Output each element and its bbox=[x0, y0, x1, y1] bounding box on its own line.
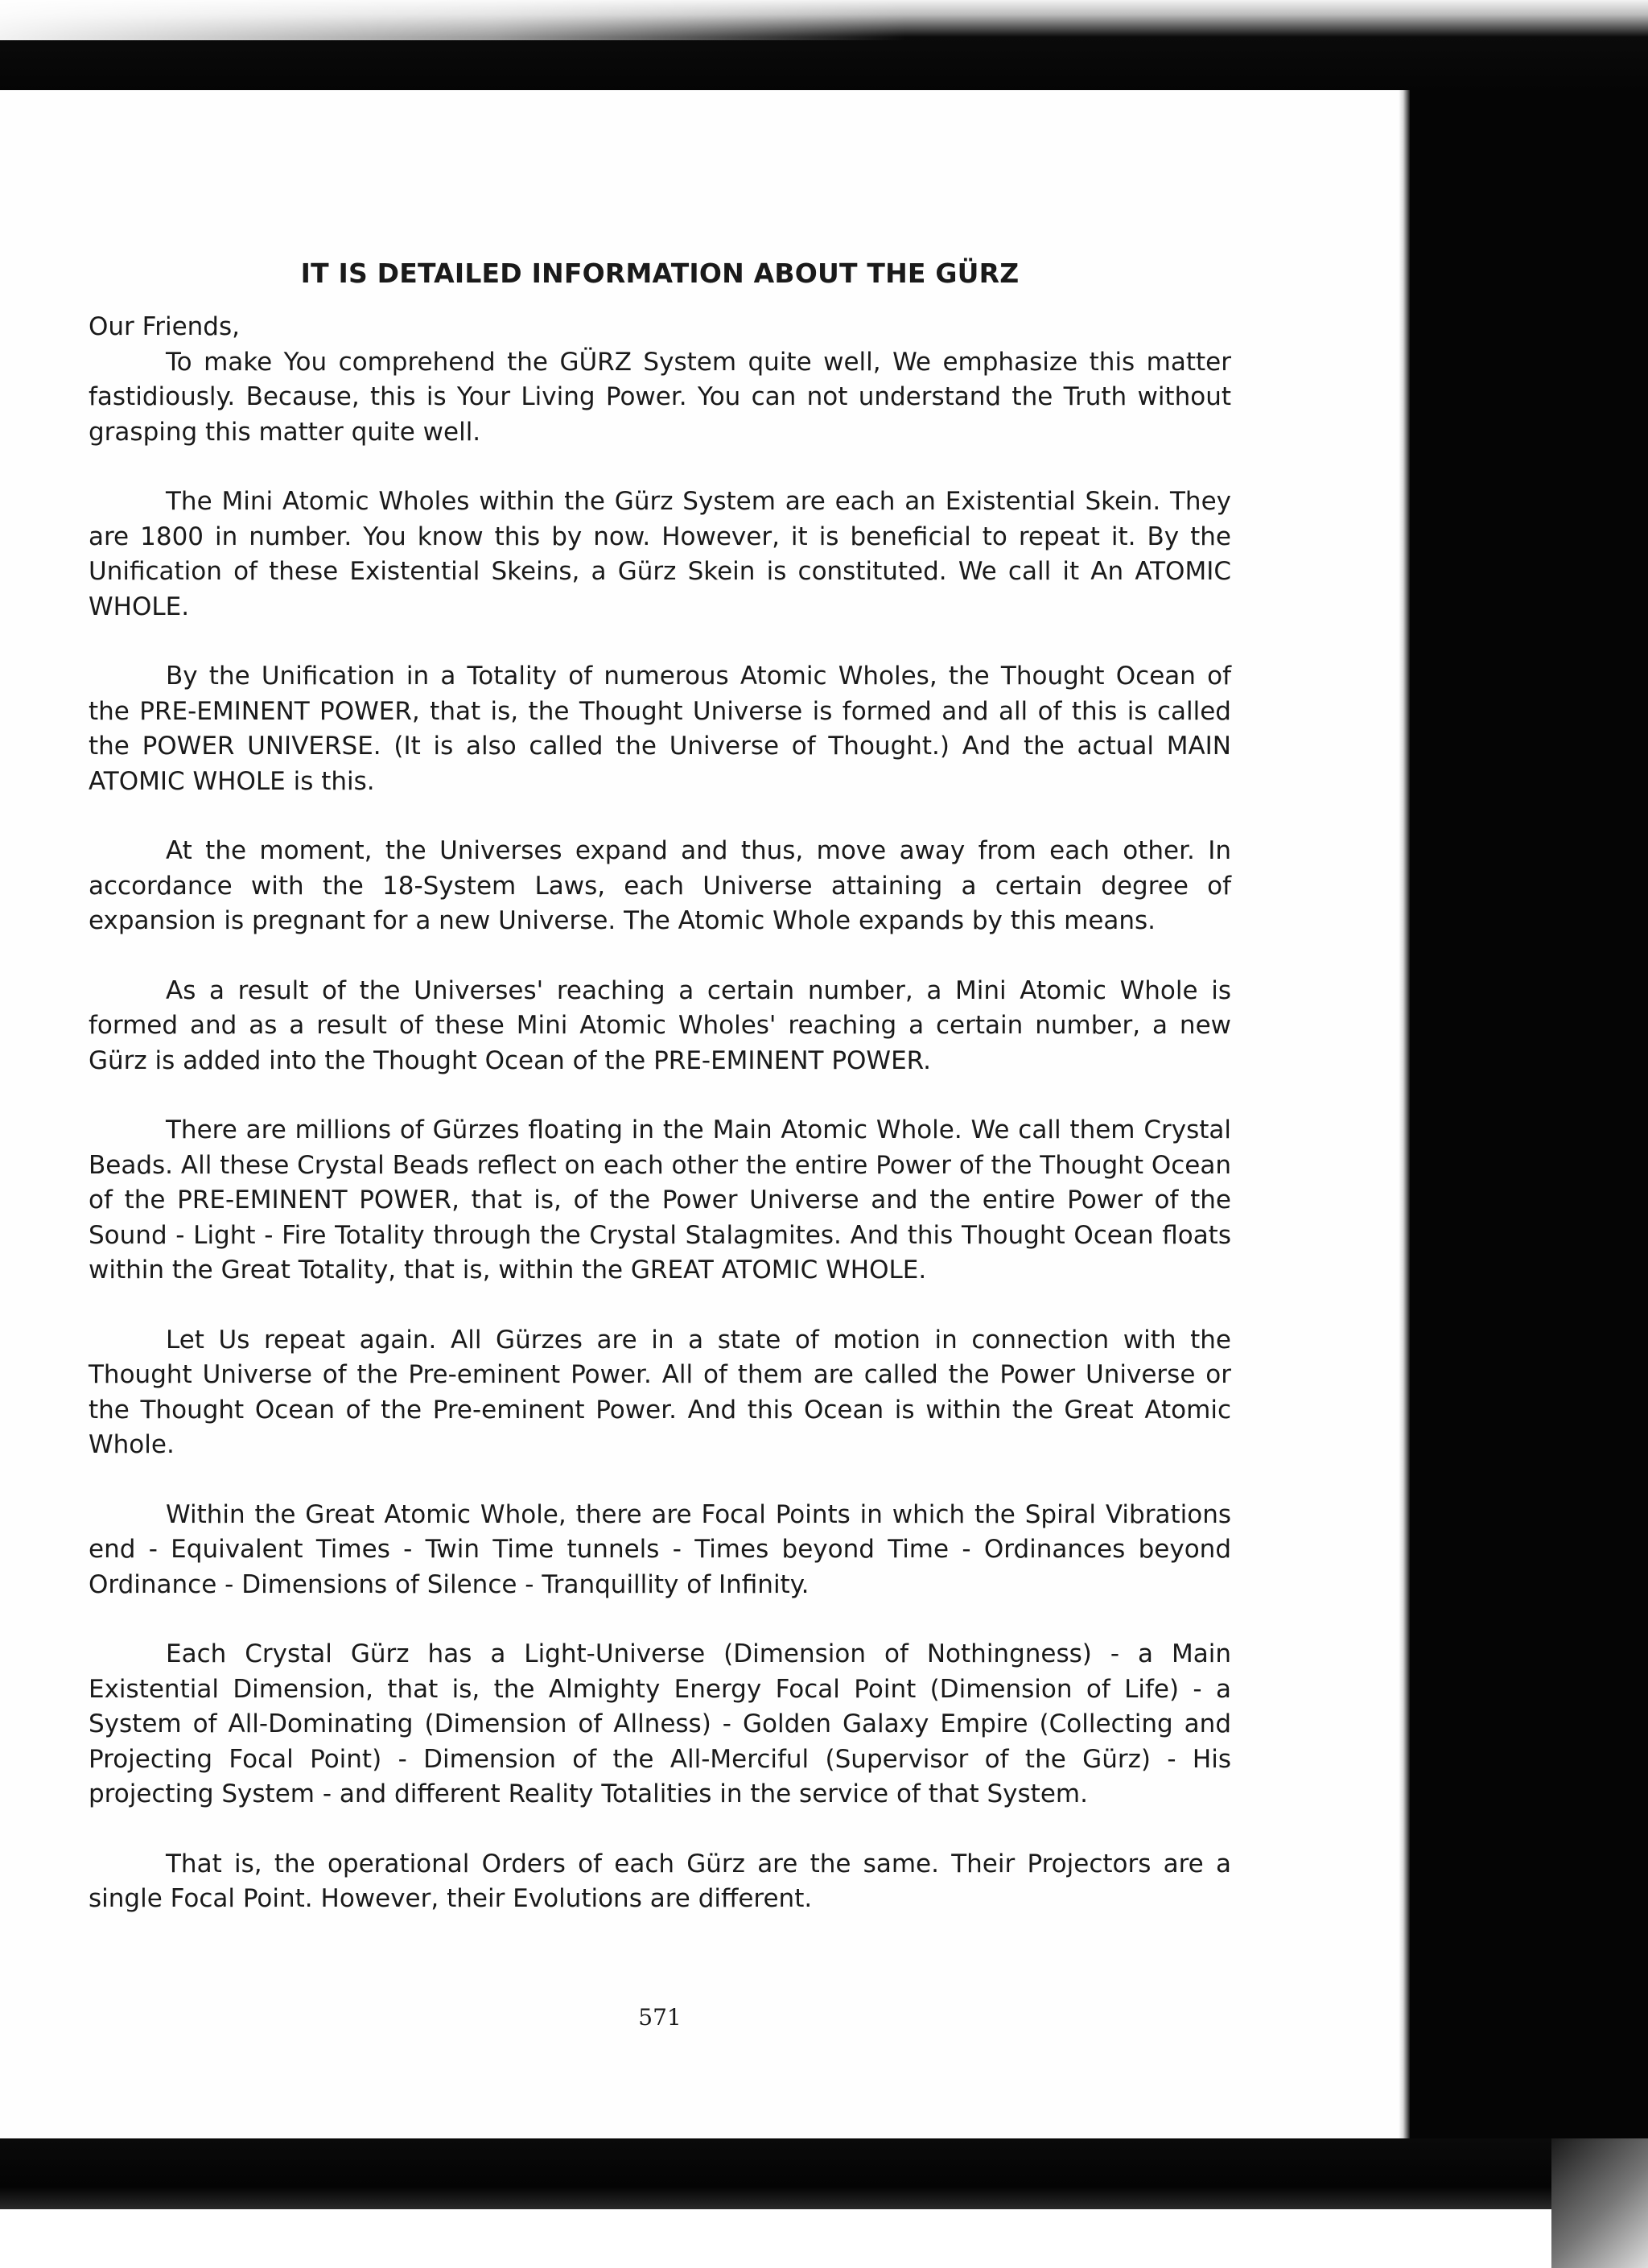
scan-right-border bbox=[1407, 90, 1648, 2138]
paragraph: The Mini Atomic Wholes within the Gürz System are each an Existential Skein. They are 1800 in number. You know this by now. However, it is beneficial to repeat it. By the Unification of these Existential Skeins, a Gürz Skein is constituted. We call it An ATOMIC WHOLE. bbox=[89, 487, 1231, 621]
paragraph: Let Us repeat again. All Gürzes are in a state of motion in connection with the Thought Universe of the Pre-eminent Power. All of them are called the Power Universe or the Thought Ocean of the Pre-eminent Power. And this Ocean is within the Great Atomic Whole. bbox=[89, 1325, 1231, 1459]
paragraph: By the Unification in a Totality of numerous Atomic Wholes, the Thought Ocean of the PRE-EMINENT POWER, that is, the Thought Universe is formed and all of this is called the POWER UNIVERSE. (It is also called the Universe of Thought.) And the actual MAIN ATOMIC WHOLE is this. bbox=[89, 662, 1231, 796]
paragraph: To make You comprehend the GÜRZ System quite well, We emphasize this matter fastidiously. Because, this is Your Living Power. You can not understand the Truth without grasping this matter quite well. bbox=[89, 347, 1231, 447]
paragraph: There are millions of Gürzes floating in the Main Atomic Whole. We call them Crystal Beads. All these Crystal Beads reflect on each other the entire Power of the Thought Ocean of the PRE-EMINENT POWER, that is, of the Power Universe and the entire Power of the Sound - Light - Fire Totality through the Crystal Stalagmites. And this Thought Ocean floats within the Great Totality, that is, within the GREAT ATOMIC WHOLE. bbox=[89, 1115, 1231, 1285]
page-title: IT IS DETAILED INFORMATION ABOUT THE GÜRZ bbox=[300, 258, 1020, 289]
scan-bottom-border bbox=[0, 2138, 1648, 2209]
paragraph: As a result of the Universes' reaching a certain number, a Mini Atomic Whole is formed and as a result of these Mini Atomic Wholes' reaching a certain number, a new Gürz is added into the Thought Ocean of the PRE-EMINENT POWER. bbox=[89, 975, 1231, 1075]
paragraph: That is, the operational Orders of each Gürz are the same. Their Projectors are a single Focal Point. However, their Evolutions are different. bbox=[89, 1849, 1231, 1913]
paragraph: Each Crystal Gürz has a Light-Universe (Dimension of Nothingness) - a Main Existential Dimension, that is, the Almighty Energy Focal Point (Dimension of Life) - a System of All-Dominating (Dimension of Allness) - Golden Galaxy Empire (Collecting and Projecting Focal Point) - Dimension of the All-Merciful (Supervisor of the Gürz) - His projecting System - and different Reality Totalities in the service of that System. bbox=[89, 1639, 1231, 1808]
page-number: 571 bbox=[638, 2004, 682, 2031]
page-content bbox=[89, 258, 1231, 1952]
paragraph: Within the Great Atomic Whole, there are Focal Points in which the Spiral Vibrations end - Equivalent Times - Twin Time tunnels - Times beyond Time - Ordinances beyond Ordinance - Dimensions of Silence - Tranquillity of Infinity. bbox=[89, 1499, 1231, 1599]
paragraph: At the moment, the Universes expand and thus, move away from each other. In accordance with the 18-System Laws, each Universe attaining a certain degree of expansion is pregnant for a new Universe. The Atomic Whole expands by this means. bbox=[89, 836, 1231, 935]
page-edge-shadow bbox=[1399, 90, 1410, 2138]
scan-corner-artifact bbox=[1551, 2138, 1648, 2268]
scan-top-fade bbox=[0, 0, 1648, 40]
scan-bottom-margin bbox=[0, 2209, 1648, 2268]
greeting: Our Friends, bbox=[89, 312, 240, 341]
